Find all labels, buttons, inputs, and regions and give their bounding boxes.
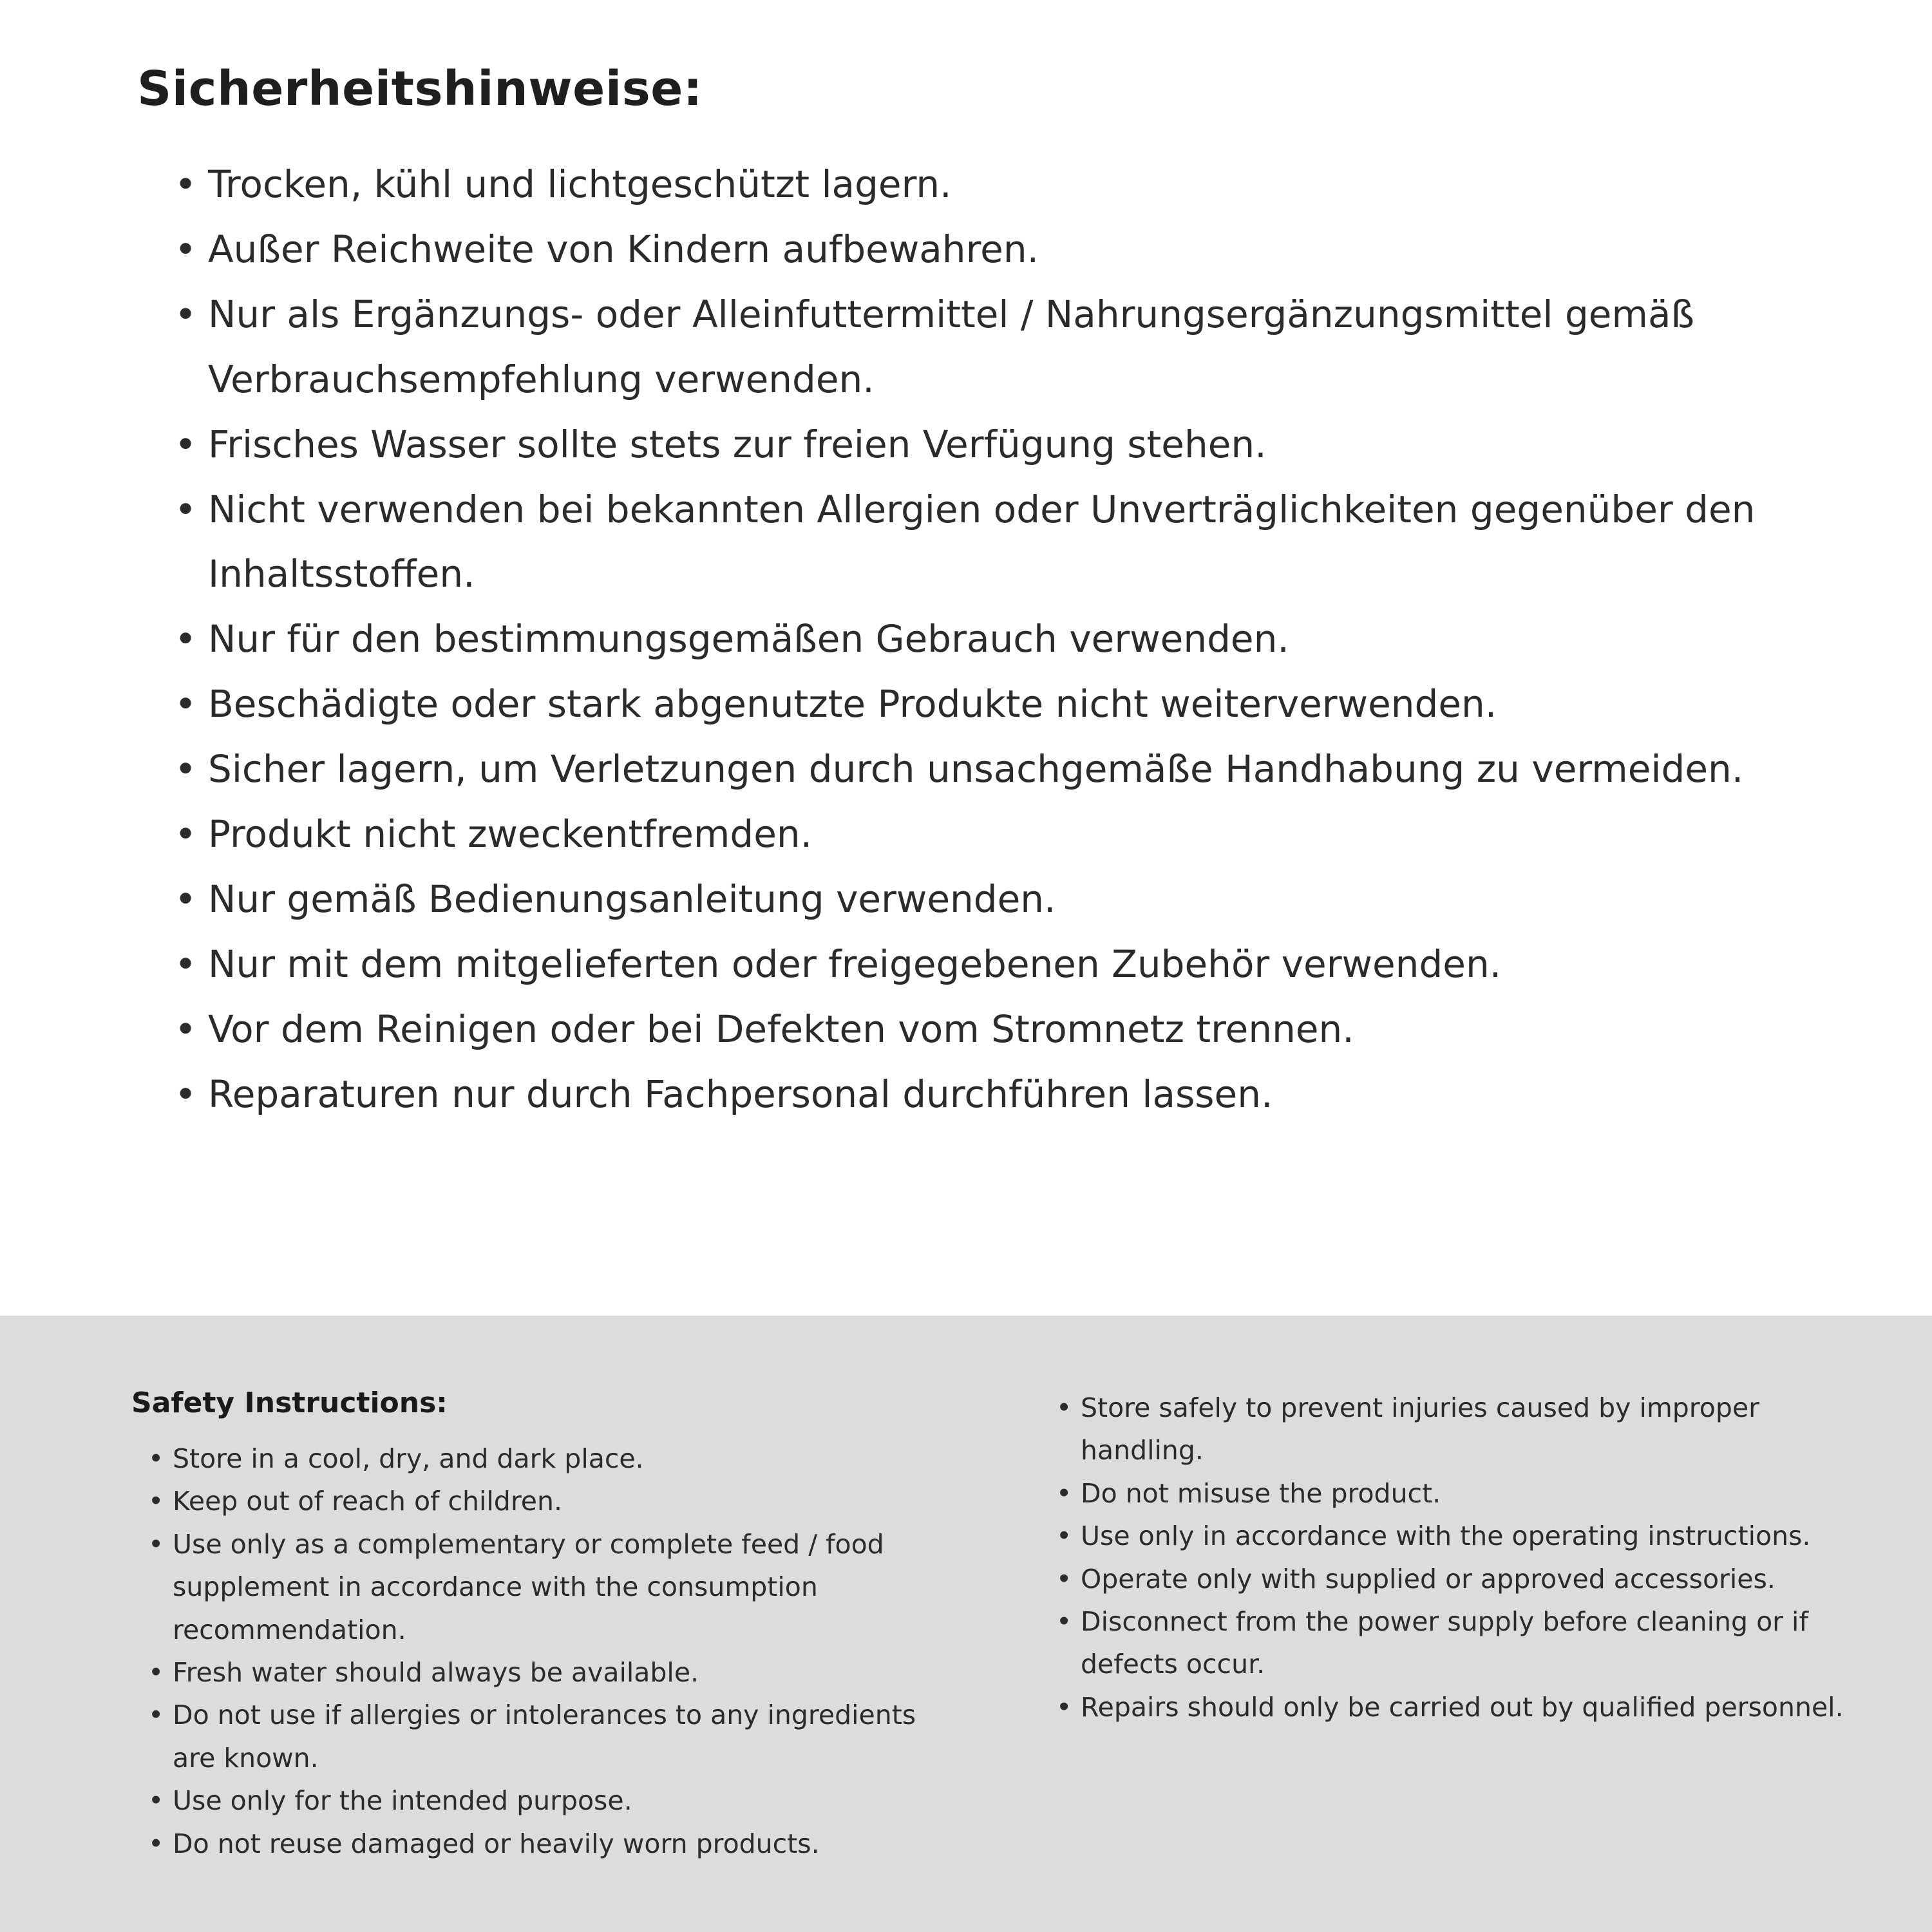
list-item-text: Produkt nicht zweckentfremden. [208, 812, 813, 857]
list-item [1056, 1387, 1848, 1472]
list-item-text: Use only for the intended purpose. [173, 1785, 632, 1817]
list-item [148, 1779, 956, 1822]
list-item [175, 217, 1803, 282]
bullet-icon: • [148, 1486, 164, 1517]
bullet-icon: • [148, 1657, 164, 1689]
bullet-icon: • [175, 876, 197, 921]
list-item [175, 737, 1803, 802]
list-item [175, 412, 1803, 477]
list-item [1056, 1472, 1848, 1515]
bullet-icon: • [175, 942, 197, 986]
list-item [175, 152, 1803, 217]
list-item [175, 932, 1803, 997]
bullet-icon: • [175, 617, 197, 661]
list-item [175, 282, 1803, 412]
bullet-icon: • [1056, 1392, 1072, 1423]
list-item-text: Außer Reichweite von Kindern aufbewahren. [208, 227, 1039, 271]
list-item [1056, 1600, 1848, 1686]
bullet-icon: • [1056, 1477, 1072, 1509]
list-item [175, 802, 1803, 867]
bullet-icon: • [148, 1828, 164, 1859]
german-safety-list [137, 152, 1803, 1127]
list-item-text: Beschädigte oder stark abgenutzte Produkte nicht weiterverwenden. [208, 682, 1497, 726]
list-item [175, 607, 1803, 672]
list-item [1056, 1686, 1848, 1728]
list-item [148, 1480, 956, 1522]
bullet-icon: • [175, 682, 197, 726]
english-safety-section [0, 1316, 1932, 1932]
list-item [148, 1823, 956, 1865]
list-item [175, 997, 1803, 1062]
bullet-icon: • [1056, 1691, 1072, 1723]
list-item [175, 672, 1803, 737]
bullet-icon: • [1056, 1520, 1072, 1552]
german-section-title: Sicherheitshinweise: [137, 61, 703, 117]
list-item-text: Frisches Wasser sollte stets zur freien Verfügung stehen. [208, 422, 1267, 466]
list-item [175, 1062, 1803, 1127]
list-item-text: Nur mit dem mitgelieferten oder freigegebenen Zubehör verwenden. [208, 942, 1502, 986]
bullet-icon: • [148, 1785, 164, 1817]
english-right-column [1039, 1387, 1848, 1893]
english-section-title: Safety Instructions: [131, 1387, 448, 1419]
list-item [175, 477, 1803, 607]
bullet-icon: • [175, 1072, 197, 1116]
list-item-text: Do not use if allergies or intolerances to any ingredients are known. [173, 1700, 916, 1774]
list-item-text: Nur gemäß Bedienungsanleitung verwenden. [208, 876, 1056, 921]
list-item-text: Nur für den bestimmungsgemäßen Gebrauch verwenden. [208, 617, 1289, 661]
english-left-column [131, 1387, 956, 1893]
list-item [1056, 1515, 1848, 1557]
list-item-text: Nicht verwenden bei bekannten Allergien oder Unverträglichkeiten gegenüber den Inhaltsstoffen. [208, 487, 1756, 596]
list-item-text: Disconnect from the power supply before cleaning or if defects occur. [1081, 1606, 1808, 1680]
list-item-text: Trocken, kühl und lichtgeschützt lagern. [208, 162, 952, 206]
list-item [148, 1694, 956, 1779]
list-item-text: Keep out of reach of children. [173, 1486, 563, 1517]
bullet-icon: • [175, 162, 197, 206]
english-safety-list-left [131, 1437, 956, 1865]
bullet-icon: • [148, 1443, 164, 1474]
list-item [148, 1651, 956, 1694]
bullet-icon: • [175, 422, 197, 466]
bullet-icon: • [175, 487, 197, 531]
list-item [175, 867, 1803, 932]
bullet-icon: • [175, 227, 197, 271]
list-item [148, 1437, 956, 1480]
list-item-text: Operate only with supplied or approved accessories. [1081, 1563, 1776, 1595]
list-item-text: Use only as a complementary or complete feed / food supplement in accordance with the consumption recommendation. [173, 1528, 884, 1645]
list-item-text: Store safely to prevent injuries caused by improper handling. [1081, 1392, 1759, 1466]
bullet-icon: • [175, 292, 197, 336]
list-item-text: Reparaturen nur durch Fachpersonal durchführen lassen. [208, 1072, 1273, 1116]
list-item-text: Repairs should only be carried out by qualified personnel. [1081, 1691, 1844, 1723]
list-item-text: Use only in accordance with the operating instructions. [1081, 1520, 1811, 1552]
list-item-text: Do not reuse damaged or heavily worn products. [173, 1828, 820, 1859]
list-item [1056, 1558, 1848, 1600]
bullet-icon: • [1056, 1563, 1072, 1595]
english-safety-list-right [1039, 1387, 1848, 1728]
bullet-icon: • [175, 812, 197, 857]
bullet-icon: • [175, 747, 197, 791]
bullet-icon: • [148, 1528, 164, 1560]
list-item-text: Vor dem Reinigen oder bei Defekten vom Stromnetz trennen. [208, 1007, 1354, 1051]
list-item-text: Fresh water should always be available. [173, 1657, 699, 1689]
list-item-text: Store in a cool, dry, and dark place. [173, 1443, 644, 1474]
list-item [148, 1523, 956, 1651]
bullet-icon: • [1056, 1606, 1072, 1638]
list-item-text: Sicher lagern, um Verletzungen durch unsachgemäße Handhabung zu vermeiden. [208, 747, 1744, 791]
list-item-text: Do not misuse the product. [1081, 1477, 1441, 1509]
list-item-text: Nur als Ergänzungs- oder Alleinfuttermittel / Nahrungsergänzungsmittel gemäß Verbrauchsempfehlung verwenden. [208, 292, 1695, 401]
bullet-icon: • [175, 1007, 197, 1051]
bullet-icon: • [148, 1700, 164, 1731]
